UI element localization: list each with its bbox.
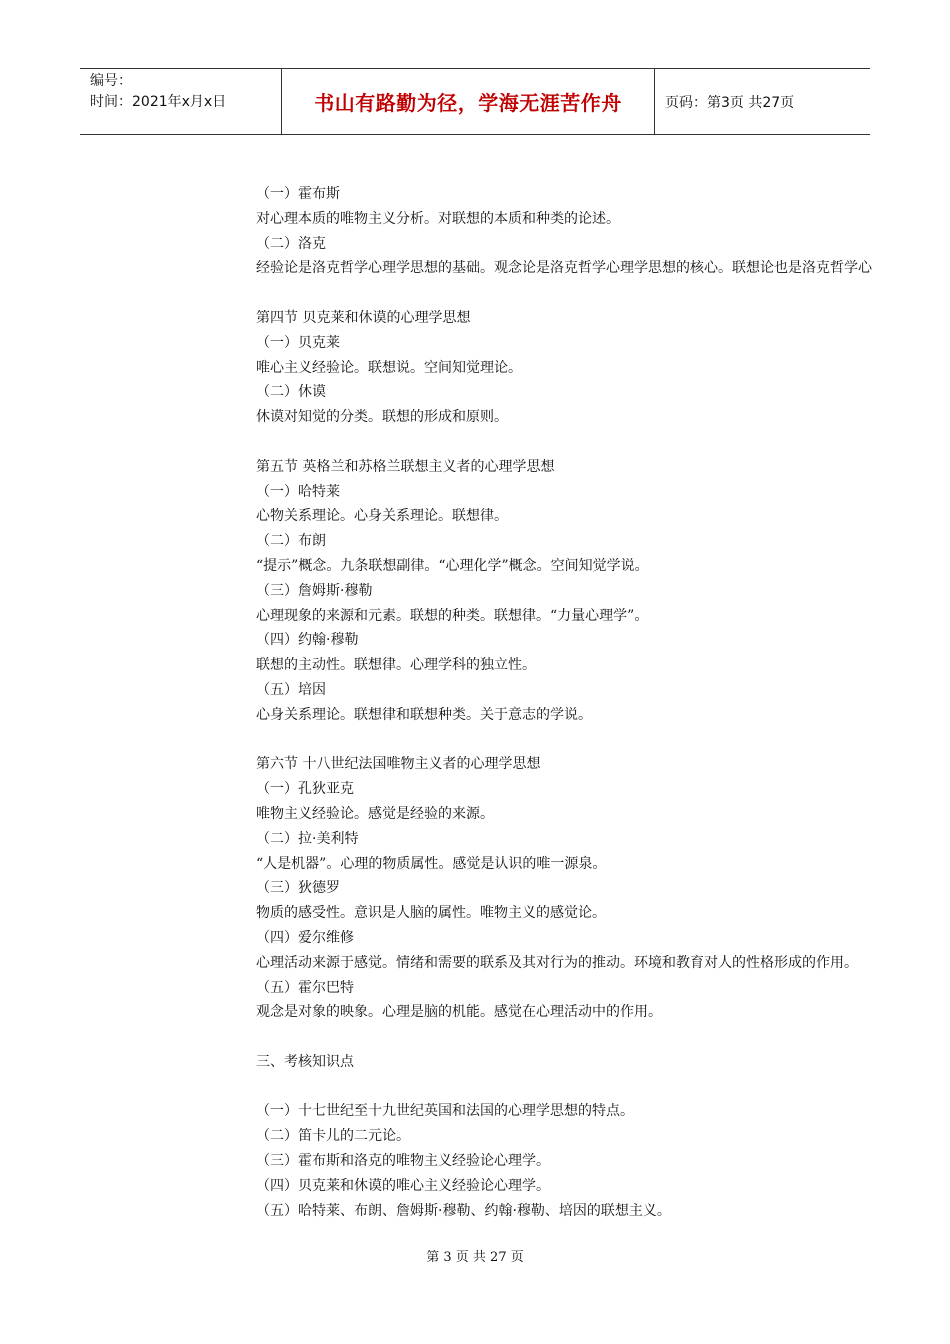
text-line: （四）约翰·穆勒 xyxy=(256,632,359,649)
motto: 书山有路勤为径，学海无涯苦作舟 xyxy=(314,91,622,115)
header-motto-cell xyxy=(282,69,655,134)
text-line: 对心理本质的唯物主义分析。对联想的本质和种类的论述。 xyxy=(256,210,620,227)
page-label: 页码：第3页 共27页 xyxy=(665,94,795,111)
text-line: （五）哈特莱、布朗、詹姆斯·穆勒、约翰·穆勒、培因的联想主义。 xyxy=(256,1202,671,1219)
text-line: 心理活动来源于感觉。情绪和需要的联系及其对行为的推动。环境和教育对人的性格形成的作用。 xyxy=(256,954,858,971)
text-line: （二）洛克 xyxy=(256,235,326,252)
header-meta xyxy=(80,69,282,134)
text-line: 休谟对知觉的分类。联想的形成和原则。 xyxy=(256,409,508,426)
text-line: （四）爱尔维修 xyxy=(256,929,354,946)
time-label: 时间：2021年x月x日 xyxy=(90,94,227,110)
text-line: （二）拉·美利特 xyxy=(256,830,359,847)
text-line: 经验论是洛克哲学心理学思想的基础。观念论是洛克哲学心理学思想的核心。联想论也是洛克哲学心 xyxy=(256,260,872,277)
page-header xyxy=(80,68,870,135)
blank-line xyxy=(256,728,950,753)
blank-line xyxy=(256,281,950,306)
blank-line xyxy=(256,1075,950,1100)
document-body xyxy=(256,182,950,1223)
text-line: （二）休谟 xyxy=(256,384,326,401)
text-line: 观念是对象的映象。心理是脑的机能。感觉在心理活动中的作用。 xyxy=(256,1004,662,1021)
text-line: （二）布朗 xyxy=(256,533,326,550)
text-line: （一）哈特莱 xyxy=(256,483,340,500)
page-footer: 第 3 页 共 27 页 xyxy=(426,1250,524,1265)
text-line: 心物关系理论。心身关系理论。联想律。 xyxy=(256,508,508,525)
text-line: 唯物主义经验论。感觉是经验的来源。 xyxy=(256,805,494,822)
text-line: 联想的主动性。联想律。心理学科的独立性。 xyxy=(256,657,536,674)
text-line: 心身关系理论。联想律和联想种类。关于意志的学说。 xyxy=(256,706,592,723)
blank-line xyxy=(256,430,950,455)
text-line: 第六节 十八世纪法国唯物主义者的心理学思想 xyxy=(256,756,541,773)
text-line: （五）培因 xyxy=(256,681,326,698)
text-line: 唯心主义经验论。联想说。空间知觉理论。 xyxy=(256,359,522,376)
text-line: （一）贝克莱 xyxy=(256,334,340,351)
text-line: “提示”概念。九条联想副律。“心理化学”概念。空间知觉学说。 xyxy=(256,557,649,574)
text-line: （三）霍布斯和洛克的唯物主义经验论心理学。 xyxy=(256,1153,550,1170)
text-line: 第五节 英格兰和苏格兰联想主义者的心理学思想 xyxy=(256,458,555,475)
text-line: （五）霍尔巴特 xyxy=(256,979,354,996)
text-line: 物质的感受性。意识是人脑的属性。唯物主义的感觉论。 xyxy=(256,905,606,922)
text-line: （四）贝克莱和休谟的唯心主义经验论心理学。 xyxy=(256,1177,550,1194)
number-label: 编号： xyxy=(90,73,132,89)
text-line: （一）十七世纪至十九世纪英国和法国的心理学思想的特点。 xyxy=(256,1103,634,1120)
text-line: 心理现象的来源和元素。联想的种类。联想律。“力量心理学”。 xyxy=(256,607,649,624)
blank-line xyxy=(256,1025,950,1050)
text-line: “人是机器”。心理的物质属性。感觉是认识的唯一源泉。 xyxy=(256,855,607,872)
text-line: 第四节 贝克莱和休谟的心理学思想 xyxy=(256,309,471,326)
text-line: （一）霍布斯 xyxy=(256,186,340,202)
text-line: （三）狄德罗 xyxy=(256,880,340,897)
text-line: （二）笛卡儿的二元论。 xyxy=(256,1128,410,1145)
text-line: 三、考核知识点 xyxy=(256,1053,354,1070)
header-page-cell xyxy=(655,69,870,134)
text-line: （三）詹姆斯·穆勒 xyxy=(256,582,373,599)
text-line: （一）孔狄亚克 xyxy=(256,781,354,798)
